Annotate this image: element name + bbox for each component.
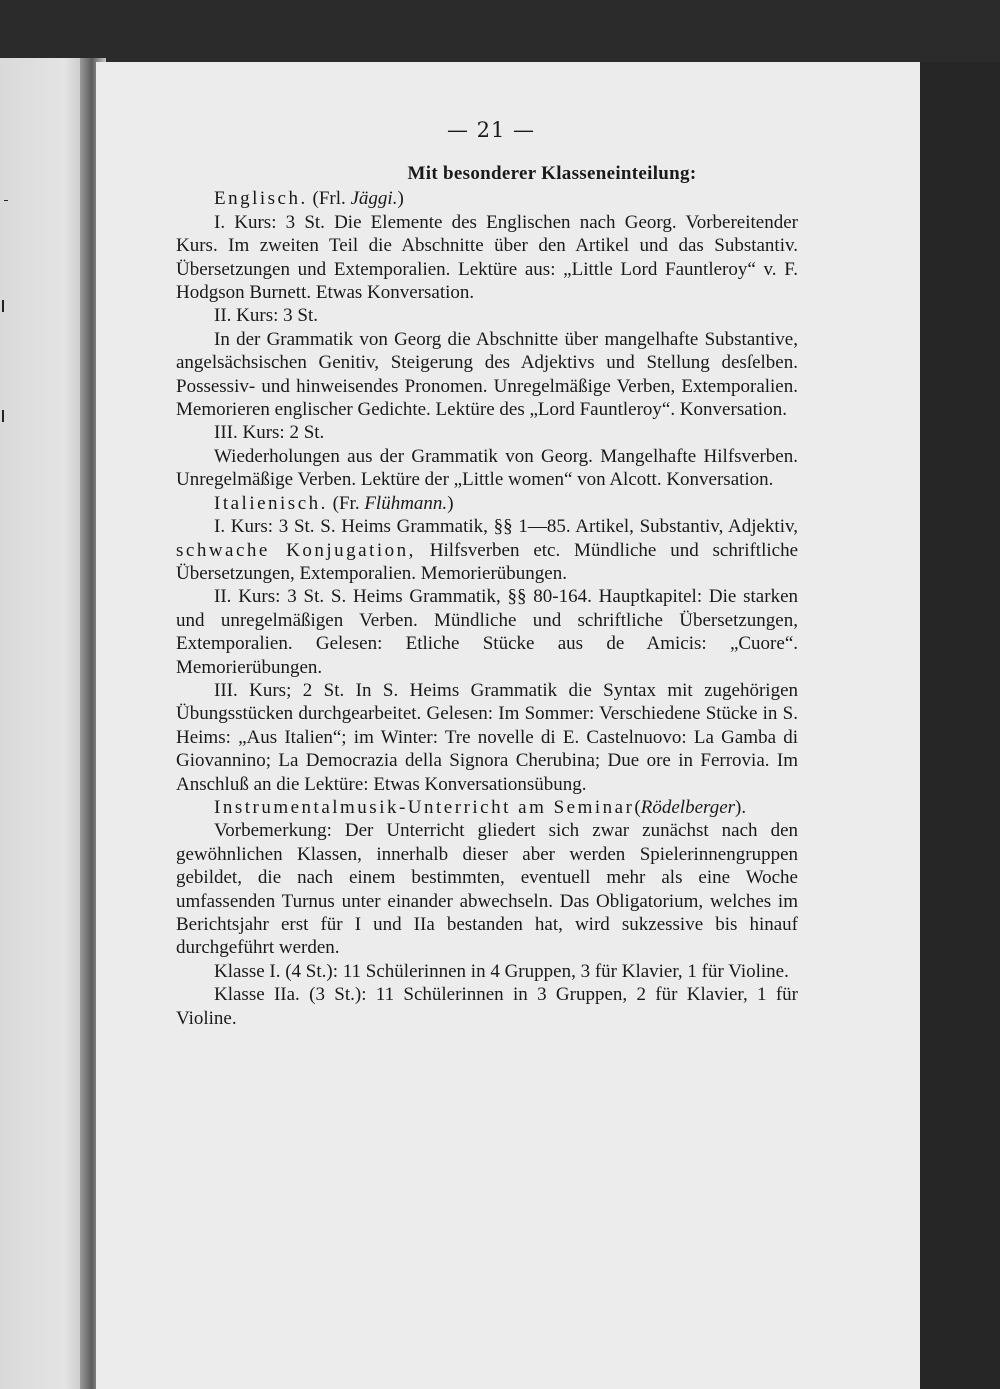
subject-english: Englisch. (214, 188, 308, 210)
left-page-mark (2, 410, 4, 422)
teacher-name: Flühmann. (364, 492, 448, 514)
section-heading: Mit besonderer Klasseneinteilung: (407, 163, 697, 184)
teacher-name: Jäggi. (350, 188, 398, 210)
subject-music: Instrumentalmusik-Unterricht am Seminar (214, 796, 635, 818)
italian-header: Italienisch. (Fr. Flühmann.) (214, 492, 454, 514)
paragraph: III. Kurs; 2 St. In S. Heims Grammatik die Syntax mit zugehörigen Übungsstücken durchgearbeitet. Gelesen: Im Sommer: Verschiedene Stücke in S. Heims: „Aus Italien“; im Winter: Tre novelle di E. Castelnuovo: La Gamba di Giovannino; La Democrazia della Signora Cherubina; Due ore in Ferrovia. Im Anschluß an die Lektüre: Etwas Konversationsübung. (176, 679, 798, 795)
paragraph: II. Kurs: 3 St. S. Heims Grammatik, §§ 80-164. Hauptkapitel: Die starken und unregelmäßigen Verben. Mündliche und schriftliche Übersetzungen, Extemporalien. Gelesen: Etliche Stücke aus de Amicis: „Cuore“. Memorierübungen. (176, 586, 798, 678)
left-page-mark (4, 200, 8, 201)
spaced-term: schwache Konjugation, (176, 539, 416, 561)
page-number: — 21 — (446, 118, 536, 142)
paragraph: In der Grammatik von Georg die Abschnitte über mangelhafte Substantive, angelsächsischen Genitiv, Steigerung des Adjektivs und Stellung desſelben. Possessiv- und hinweisendes Pronomen. Unregelmäßige Verben, Extemporalien. Memorieren englischer Gedichte. Lektüre des „Lord Fauntleroy“. Konversation. (176, 328, 798, 421)
teacher-name: Rödelberger (640, 796, 736, 818)
paragraph: I. Kurs: 3 St. Die Elemente des Englischen nach Georg. Vorbereitender Kurs. Im zweiten Teil die Abschnitte über den Artikel und das Substantiv. Übersetzungen und Extemporalien. Lektüre aus: „Little Lord Fauntleroy“ v. F. Hodgson Burnett. Etwas Konversation. (176, 211, 798, 304)
subject-italian: Italienisch. (214, 492, 328, 514)
page-body (176, 162, 798, 1030)
text-fragment: I. Kurs: 3 St. S. Heims Grammatik, §§ 1—85. Artikel, Substantiv, Adjektiv, (214, 516, 798, 538)
paragraph: Vorbemerkung: Der Unterricht gliedert sich zwar zunächst nach den gewöhnlichen Klassen, innerhalb dieser aber werden Spielerinnengruppen gebildet, die nach einem bestimmten, eventuell mehr als eine Woche umfassenden Turnus unter einander abwechseln. Das Obligatorium, welches im Berichtsjahr erst für I und IIa bestanden hat, wird sukzessive bis hinauf durchgeführt werden. (176, 820, 798, 959)
paragraph: Klasse I. (4 St.): 11 Schülerinnen in 4 Gruppen, 3 für Klavier, 1 für Violine. (214, 960, 789, 982)
paragraph: Klasse IIa. (3 St.): 11 Schülerinnen in 3 Gruppen, 2 für Klavier, 1 für Violine. (176, 984, 798, 1029)
left-facing-page (0, 58, 92, 1389)
music-header: Instrumentalmusik-Unterricht am Seminar(Rödelberger). (214, 796, 747, 818)
english-header: Englisch. (Frl. Jäggi.) (214, 188, 404, 210)
text-fragment: Hilfsverben etc. Mündliche und schriftliche Übersetzungen, Extemporalien. Memorierübungen. (176, 539, 799, 584)
scan-background (920, 62, 1000, 1389)
left-page-mark (2, 300, 4, 312)
paragraph: Wiederholungen aus der Grammatik von Georg. Mangelhafte Hilfsverben. Unregelmäßige Verben. Lektüre der „Little women“ von Alcott. Konversation. (176, 445, 798, 491)
course-title: II. Kurs: 3 St. (214, 305, 318, 327)
course-title: III. Kurs: 2 St. (214, 422, 325, 444)
paragraph (176, 515, 798, 585)
